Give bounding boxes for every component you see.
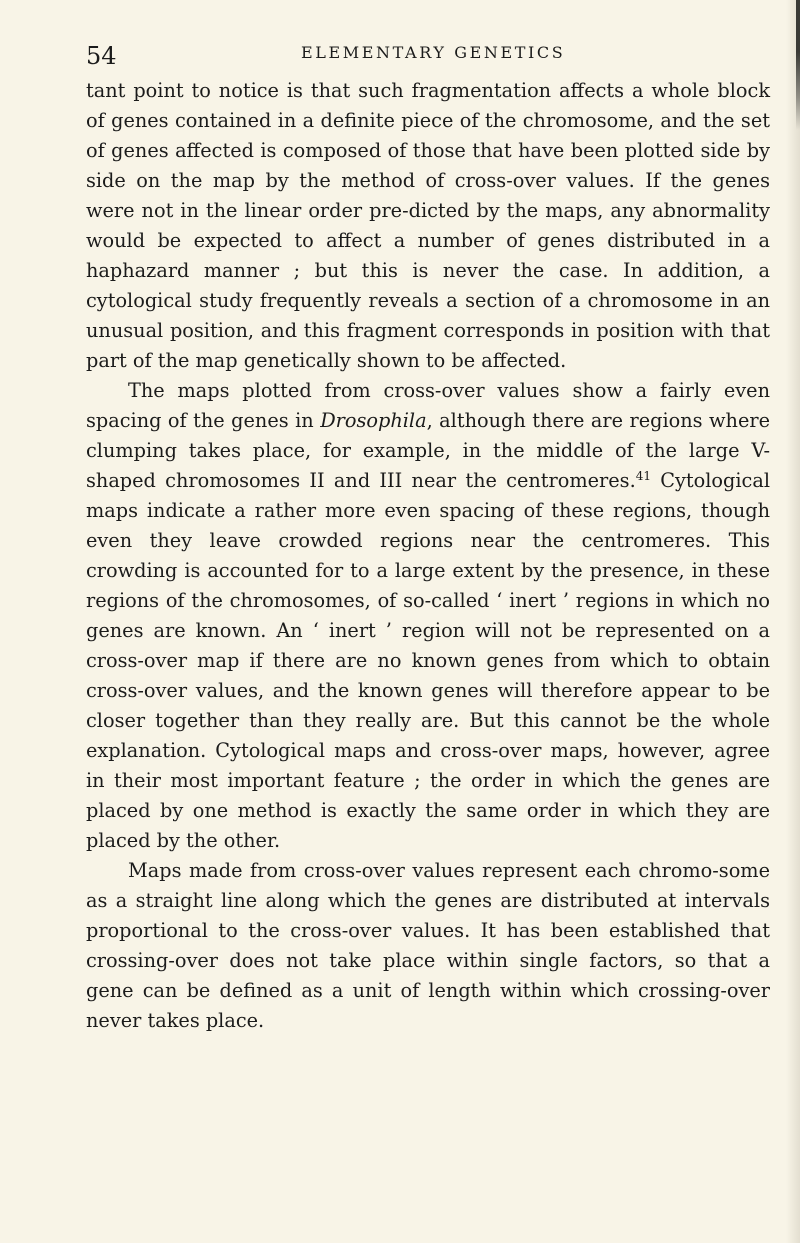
paragraph-3: Maps made from cross-over values represent each chromo-some as a straight line along which the genes are distributed at intervals proportional to the cross-over values. It has been established that crossing-over does not take place within single factors, so that a gene can be defined as a unit of length within which crossing-over never takes place. [86,859,770,1032]
running-title: ELEMENTARY GENETICS [301,43,566,62]
page-edge-shadow [786,0,800,1243]
body-text [86,76,770,1036]
footnote-reference-41: 41 [635,469,651,483]
page-edge-mark [796,0,800,130]
paragraph-2 [86,376,770,856]
paragraph-2-part-2: , although there are regions where clumping takes place, for example, in the middle of the large V-shaped chromosomes II and III near the centromeres. [86,409,770,492]
page-number: 54 [86,42,117,70]
species-name-drosophila: Drosophila [320,409,427,432]
paragraph-1: tant point to notice is that such fragmentation affects a whole block of genes contained in a definite piece of the chromosome, and the set of genes affected is composed of those that have been plotted side by side on the map by the method of cross-over values. If the genes were not in the linear order pre-dicted by the maps, any abnormality would be expected to affect a number of genes distributed in a haphazard manner ; but this is never the case. In addition, a cytological study frequently reveals a section of a chromosome in an unusual position, and this fragment corresponds in position with that part of the map genetically shown to be affected. [86,79,770,372]
paragraph-2-part-3: Cytological maps indicate a rather more even spacing of these regions, though even they leave crowded regions near the centromeres. This crowding is accounted for to a large extent by the presence, in these regions of the chromosomes, of so-called ‘ inert ’ regions in which no genes are known. An ‘ inert ’ region will not be represented on a cross-over map if there are no known genes from which to obtain cross-over values, and the known genes will therefore appear to be closer together than they really are. But this cannot be the whole explanation. Cytological maps and cross-over maps, however, agree in their most important feature ; the order in which the genes are placed by one method is exactly the same order in which they are placed by the other. [86,469,770,852]
paragraph-2-part-1: The maps plotted from cross-over values show a fairly even spacing of the genes in [86,379,770,432]
running-head [86,38,770,78]
